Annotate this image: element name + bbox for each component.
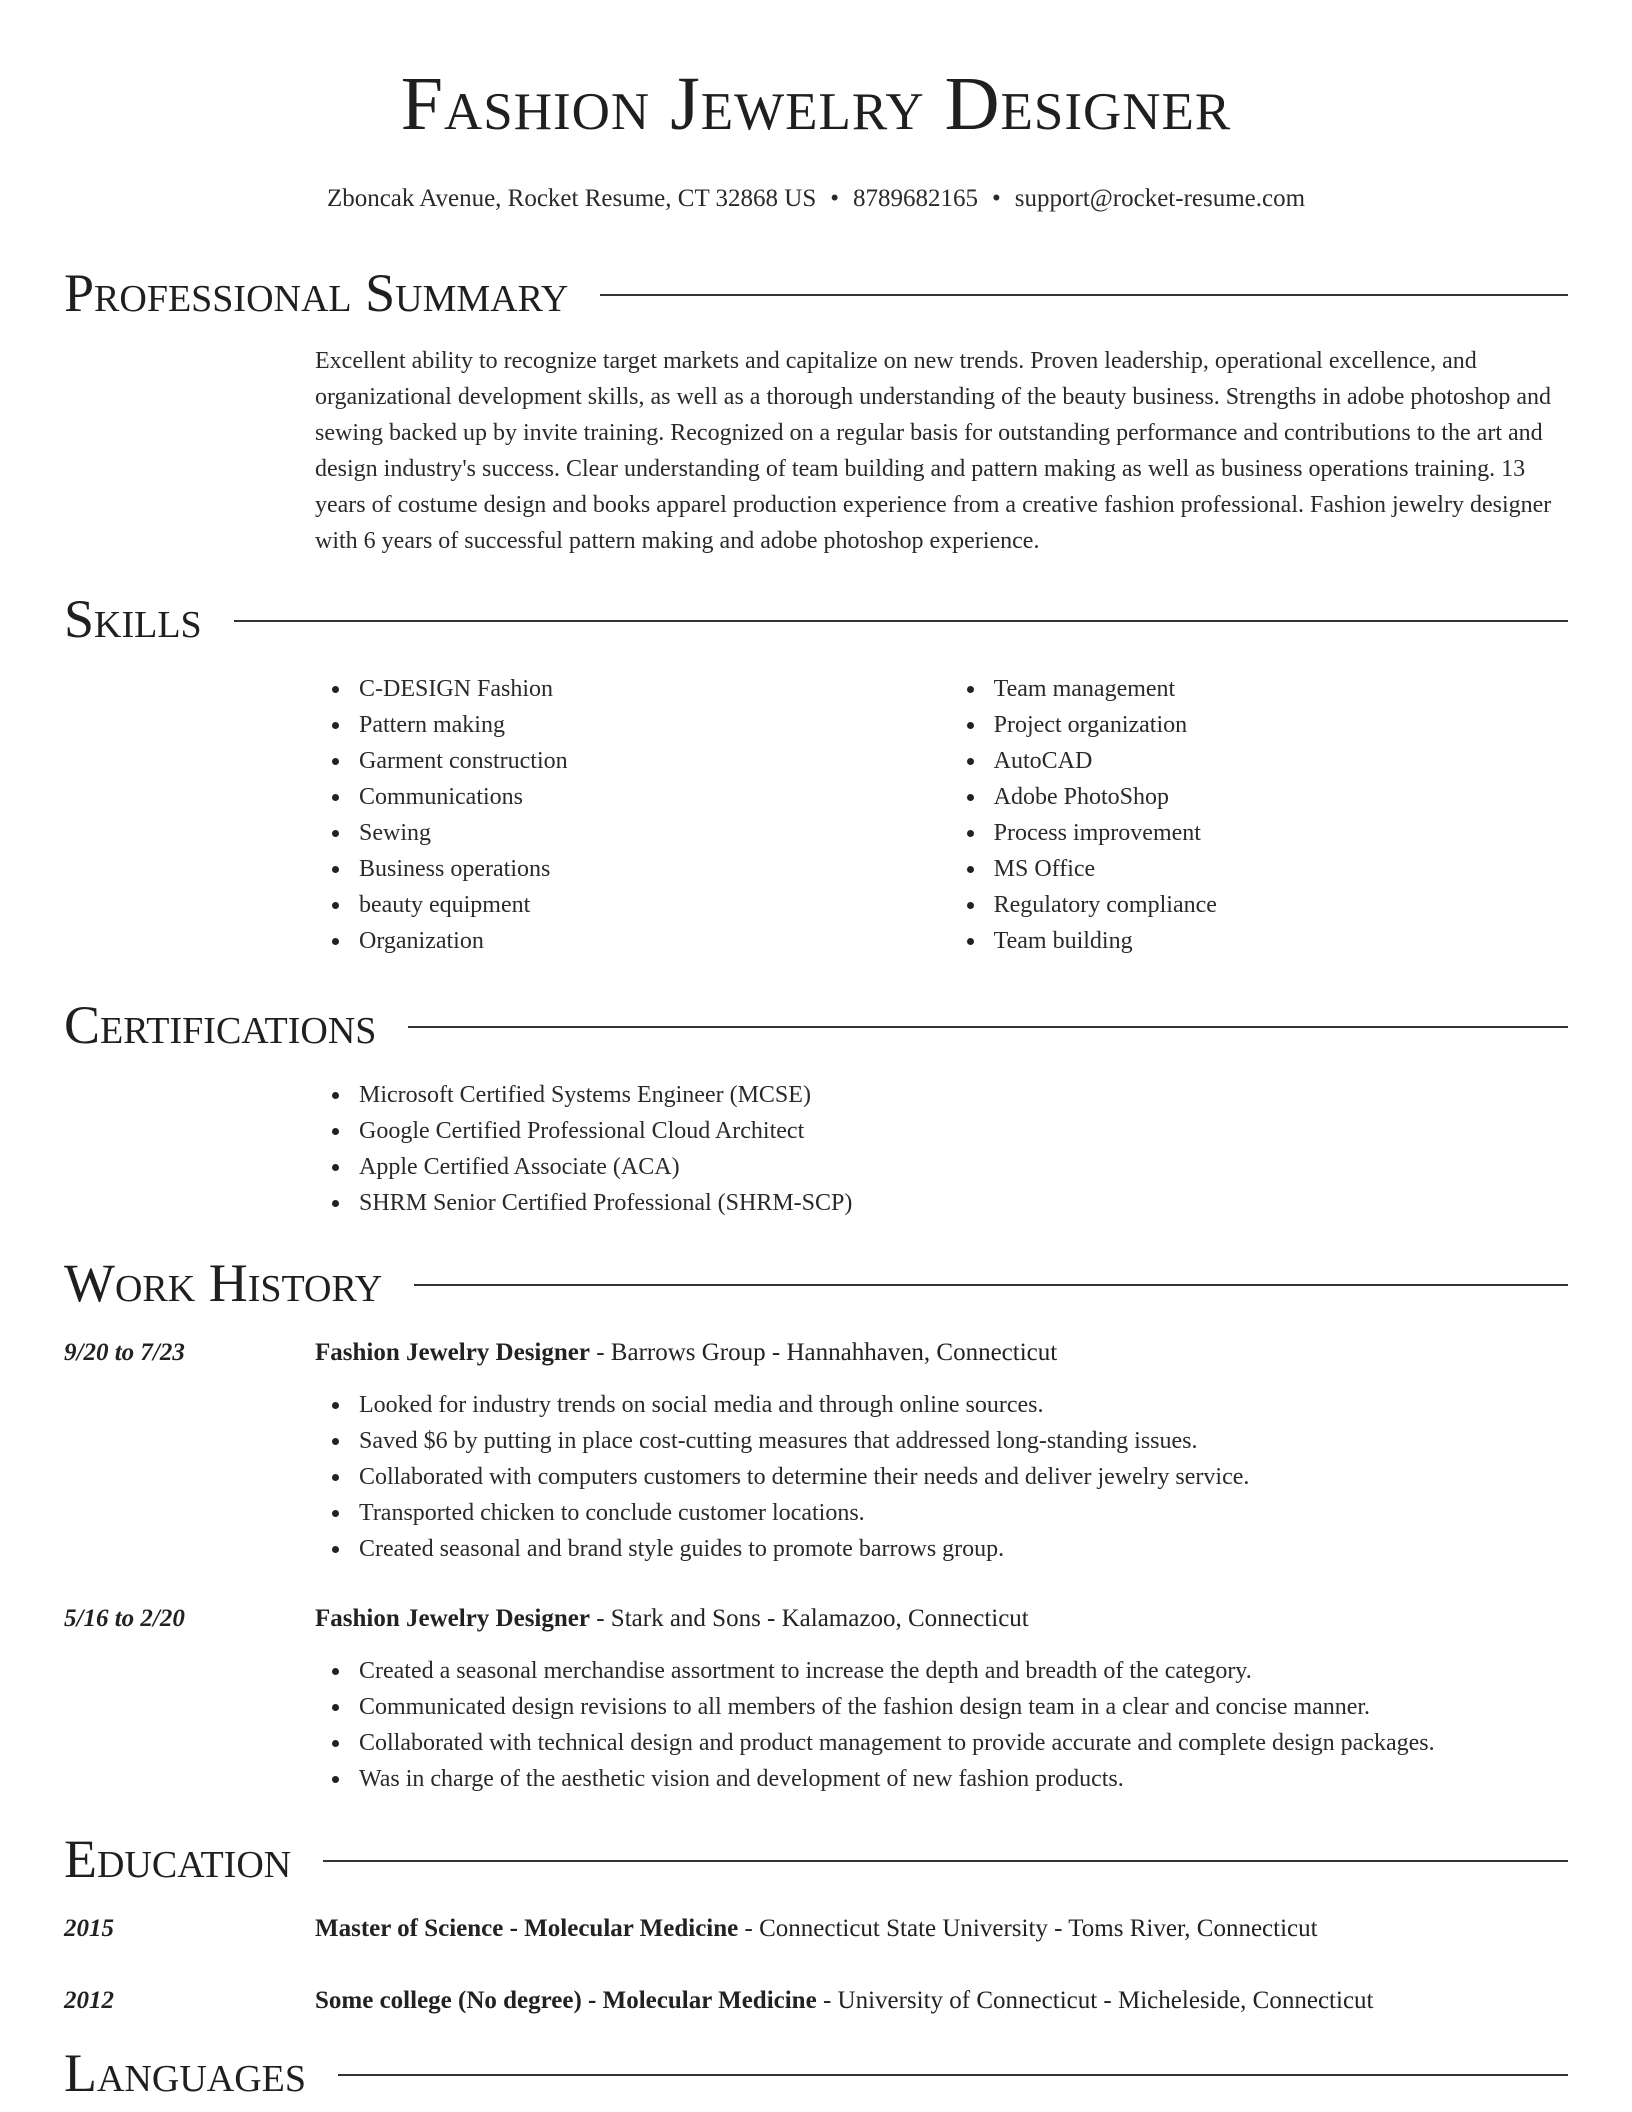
section-divider <box>414 1284 1568 1286</box>
work-entry <box>64 1335 1568 1567</box>
languages-header <box>64 2041 1568 2105</box>
contact-phone: 8789682165 <box>853 185 978 212</box>
job-bullet: Collaborated with technical design and product management to provide accurate and complete design packages. <box>359 1725 1568 1761</box>
skill-item: Business operations <box>359 851 950 887</box>
job-bullet-list <box>315 1653 1568 1797</box>
job-duties <box>315 1653 1568 1797</box>
job-title: Fashion Jewelry Designer <box>315 1339 590 1366</box>
education-description <box>315 1983 1374 2019</box>
certifications-body <box>315 1077 1568 1221</box>
skill-item: Regulatory compliance <box>994 887 1568 923</box>
job-dates: 5/16 to 2/20 <box>64 1605 185 1632</box>
section-divider <box>408 1026 1568 1028</box>
skill-item: Process improvement <box>994 815 1568 851</box>
job-duties <box>315 1387 1568 1567</box>
skills-list-right <box>950 671 1568 959</box>
skill-item: Organization <box>359 923 950 959</box>
languages-title: Languages <box>64 2043 306 2103</box>
skill-item: Team building <box>994 923 1568 959</box>
skill-item: MS Office <box>994 851 1568 887</box>
summary-body <box>315 343 1568 559</box>
summary-header <box>64 261 1568 325</box>
education-school: - Connecticut State University - Toms River, Connecticut <box>738 1915 1318 1942</box>
contact-separator: • <box>992 185 1001 212</box>
education-school: - University of Connecticut - Micheleside, Connecticut <box>816 1987 1374 2014</box>
job-bullet: Transported chicken to conclude customer locations. <box>359 1495 1568 1531</box>
education-title: Education <box>64 1829 292 1889</box>
job-bullet: Communicated design revisions to all members of the fashion design team in a clear and concise manner. <box>359 1689 1568 1725</box>
education-section <box>64 1827 1568 2019</box>
education-degree: Master of Science - Molecular Medicine <box>315 1915 739 1942</box>
skill-item: Garment construction <box>359 743 950 779</box>
job-heading <box>64 1335 1568 1371</box>
skill-item: Communications <box>359 779 950 815</box>
job-bullet: Was in charge of the aesthetic vision and development of new fashion products. <box>359 1761 1568 1797</box>
job-employer: - Barrows Group - Hannahhaven, Connecticut <box>589 1339 1058 1366</box>
skills-section <box>64 587 1568 959</box>
job-title: Fashion Jewelry Designer <box>315 1605 590 1632</box>
summary-section <box>64 261 1568 559</box>
contact-email: support@rocket-resume.com <box>1014 185 1306 212</box>
section-divider <box>600 294 1568 296</box>
job-bullet: Created seasonal and brand style guides to promote barrows group. <box>359 1531 1568 1567</box>
certification-item: Apple Certified Associate (ACA) <box>359 1149 1568 1185</box>
summary-title: Professional Summary <box>64 263 569 323</box>
skill-item: Adobe PhotoShop <box>994 779 1568 815</box>
skills-list-left <box>315 671 950 959</box>
summary-text: Excellent ability to recognize target markets and capitalize on new trends. Proven leadership, operational excellence, and organizational development skills, as well as a thorough understanding of the beauty business. Strengths in adobe photoshop and sewing backed up by invite training. Recognized on a regular basis for outstanding performance and contributions to the art and design industry's success. Clear understanding of team building and pattern making as well as business operations training. 13 years of costume design and books apparel production experience from a creative fashion professional. Fashion jewelry designer with 6 years of successful pattern making and adobe photoshop experience. <box>315 348 1552 554</box>
certifications-title: Certifications <box>64 995 377 1055</box>
skill-item: Project organization <box>994 707 1568 743</box>
education-entry <box>64 1983 1568 2019</box>
job-heading <box>64 1601 1568 1637</box>
certification-item: Microsoft Certified Systems Engineer (MCSE) <box>359 1077 1568 1113</box>
skill-item: Team management <box>994 671 1568 707</box>
skill-item: AutoCAD <box>994 743 1568 779</box>
certifications-list <box>315 1077 1568 1221</box>
skill-item: Pattern making <box>359 707 950 743</box>
skill-item: Sewing <box>359 815 950 851</box>
section-divider <box>323 1860 1568 1862</box>
job-bullet-list <box>315 1387 1568 1567</box>
skill-item: C-DESIGN Fashion <box>359 671 950 707</box>
education-year: 2015 <box>64 1915 114 1942</box>
job-bullet: Looked for industry trends on social media and through online sources. <box>359 1387 1568 1423</box>
skills-title: Skills <box>64 589 202 649</box>
job-description <box>315 1335 1057 1371</box>
certification-item: SHRM Senior Certified Professional (SHRM-SCP) <box>359 1185 1568 1221</box>
education-degree: Some college (No degree) - Molecular Medicine <box>315 1987 817 2014</box>
certifications-header <box>64 993 1568 1057</box>
education-header <box>64 1827 1568 1891</box>
job-dates: 9/20 to 7/23 <box>64 1339 185 1366</box>
job-employer: - Stark and Sons - Kalamazoo, Connecticut <box>589 1605 1029 1632</box>
contact-line <box>64 184 1568 214</box>
job-bullet: Created a seasonal merchandise assortment to increase the depth and breadth of the category. <box>359 1653 1568 1689</box>
contact-address: Zboncak Avenue, Rocket Resume, CT 32868 US <box>326 185 817 212</box>
work-section <box>64 1251 1568 1797</box>
skills-header <box>64 587 1568 651</box>
contact-separator: • <box>830 185 839 212</box>
certifications-section <box>64 993 1568 1221</box>
work-entry <box>64 1601 1568 1797</box>
education-description <box>315 1911 1318 1947</box>
skill-item: beauty equipment <box>359 887 950 923</box>
resume-name: Fashion Jewelry Designer <box>400 62 1232 146</box>
education-entry <box>64 1911 1568 1947</box>
section-divider <box>338 2074 1568 2076</box>
certification-item: Google Certified Professional Cloud Architect <box>359 1113 1568 1149</box>
education-entries <box>64 1911 1568 2019</box>
languages-section <box>64 2041 1568 2105</box>
skills-grid <box>315 671 1568 959</box>
resume-page <box>64 0 1568 2105</box>
work-header <box>64 1251 1568 1315</box>
work-title: Work History <box>64 1253 383 1313</box>
education-year: 2012 <box>64 1987 114 2014</box>
section-divider <box>234 620 1568 622</box>
job-description <box>315 1601 1029 1637</box>
job-bullet: Saved $6 by putting in place cost-cutting measures that addressed long-standing issues. <box>359 1423 1568 1459</box>
job-bullet: Collaborated with computers customers to determine their needs and deliver jewelry service. <box>359 1459 1568 1495</box>
work-entries <box>64 1335 1568 1797</box>
